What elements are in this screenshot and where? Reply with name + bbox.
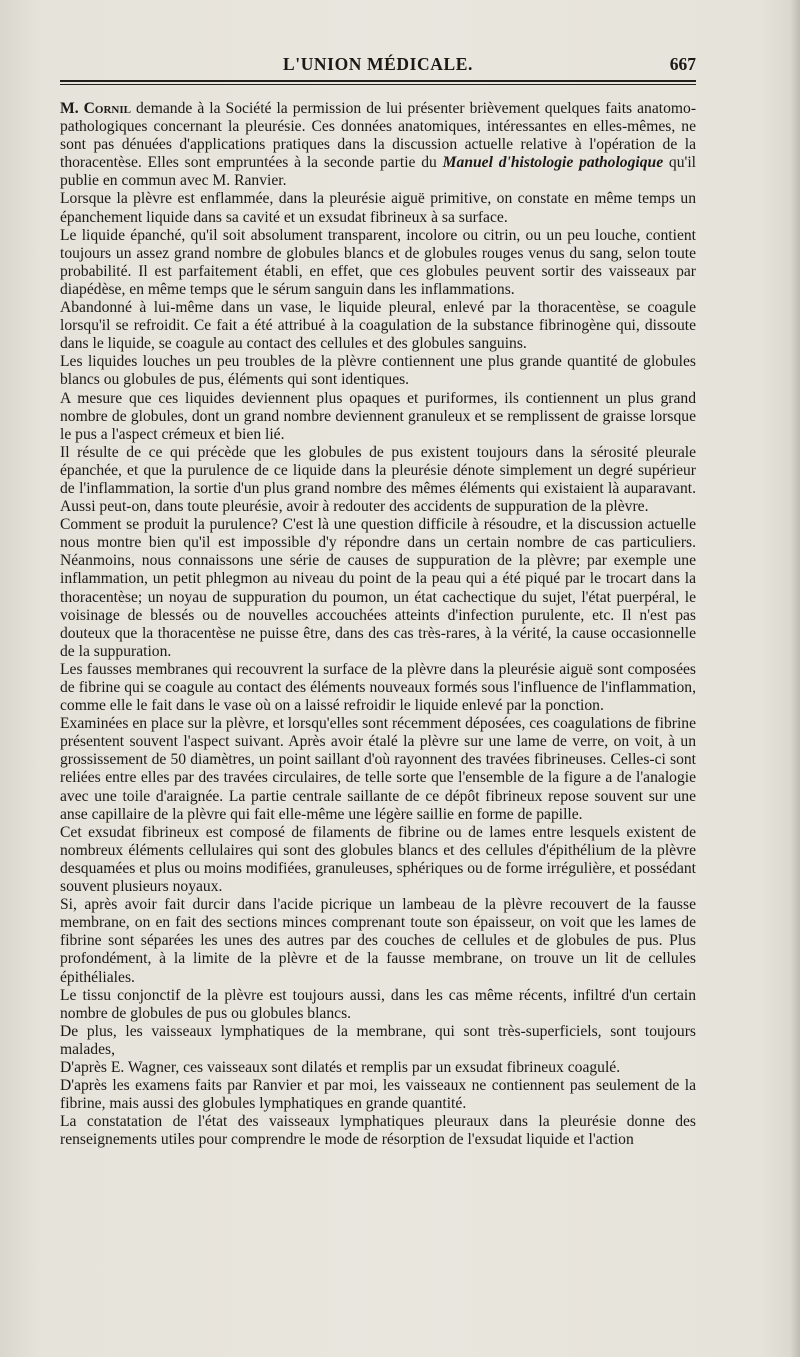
paragraph-text: qu'il publie en commun avec M. Ranvier.: [60, 154, 697, 190]
running-header: [60, 52, 696, 78]
paragraph: La constatation de l'état des vaisseaux lymphatiques pleuraux dans la pleurésie donne des renseignements utiles pour comprendre le mode de résorption de l'exsudat liquide et l'action: [60, 1113, 696, 1149]
paragraph: Abandonné à lui-même dans un vase, le liquide pleural, enlevé par la thoracentèse, se coagule lorsqu'il se refroidit. Ce fait a été attribué à la coagulation de la substance fibrinogène qui, dissoute dans le liquide, se coagule au contact des cellules et des globules sanguins.: [60, 299, 696, 353]
paragraph-intro: [60, 100, 696, 190]
paragraph: Il résulte de ce qui précède que les globules de pus existent toujours dans la sérosité pleurale épanchée, et que la purulence de ce liquide dans la pleurésie dénote simplement un degré supérieur de l'inflammation, la sortie d'un plus grand nombre des mêmes éléments qui existaient là auparavant. Aussi peut-on, dans toute pleurésie, avoir à redouter des accidents de suppuration de la plèvre.: [60, 443, 696, 516]
paragraph: Si, après avoir fait durcir dans l'acide picrique un lambeau de la plèvre recouvert de la fausse membrane, on en fait des sections minces comprenant toute son épaisseur, on voit que les lames de fibrine sont séparées les unes des autres par des couches de cellules et de globules de pus. Plus profondément, à la limite de la plèvre et de la fausse membrane, on trouve un lit de cellules épithéliales.: [60, 896, 696, 986]
paragraph: Cet exsudat fibrineux est composé de filaments de fibrine ou de lames entre lesquels existent de nombreux éléments cellulaires qui sont des globules blancs et des cellules d'épithélium de la plèvre desquamées et plus ou moins modifiées, granuleuses, sphériques ou de forme irrégulière, et possédant souvent plusieurs noyaux.: [60, 823, 696, 896]
paragraph: D'après E. Wagner, ces vaisseaux sont dilatés et remplis par un exsudat fibrineux coagulé.: [60, 1058, 621, 1076]
header-rule-thin: [60, 84, 696, 85]
paragraph: Les fausses membranes qui recouvrent la surface de la plèvre dans la pleurésie aiguë sont composées de fibrine qui se coagule au contact des éléments nouveaux formés sous l'influence de l'inflammation, comme elle le fait dans le vase où on a laissé refroidir le liquide enlevé par la ponction.: [60, 660, 696, 715]
author-name: Cornil: [83, 100, 131, 117]
paragraph: A mesure que ces liquides deviennent plus opaques et puriformes, ils contiennent un plus grand nombre de globules, dont un grand nombre deviennent granuleux et se remplissent de graisse lorsque le pus a l'aspect crémeux et bien lié.: [60, 389, 696, 443]
paragraph: Le tissu conjonctif de la plèvre est toujours aussi, dans les cas même récents, infiltré d'un certain nombre de globules de pus ou globules blancs.: [60, 986, 696, 1022]
paragraph: Examinées en place sur la plèvre, et lorsqu'elles sont récemment déposées, ces coagulations de fibrine présentent souvent l'aspect suivant. Après avoir étalé la plèvre sur une lame de verre, on voit, à un grossissement de 50 diamètres, un point saillant d'où rayonnent des travées fibrineuses. Celles-ci sont reliées entre elles par des travées circulaires, de telle sorte que l'ensemble de la figure a de l'analogie avec une toile d'araignée. La partie centrale saillante de ce dépôt fibrineux repose souvent sur une anse capillaire de la plèvre qui fait elle-même une légère saillie en forme de papille.: [60, 715, 696, 823]
header-rule-thick: [60, 80, 696, 82]
paragraph: Comment se produit la purulence? C'est là une question difficile à résoudre, et la discussion actuelle nous montre bien qu'il est impossible d'y répondre dans un certain nombre de cas particuliers. Néanmoins, nous connaissons une série de causes de suppuration de la plèvre; par exemple une inflammation, un petit phlegmon au niveau du point de la peau qui a été piqué par le trocart dans la thoracentèse; un noyau de suppuration du poumon, un état cachectique du sujet, l'état puerpéral, le voisinage de blessés ou de nouvelles accouchées atteints d'infection purulente, etc. Il n'est pas douteux que la thoracentèse ne puisse être, dans des cas très-rares, à la vérité, la cause occasionnelle de la suppuration.: [60, 516, 696, 660]
paragraph: De plus, les vaisseaux lymphatiques de la membrane, qui sont très-superficiels, sont toujours malades,: [60, 1022, 696, 1058]
page-number: 667: [669, 54, 696, 74]
paragraph-text: demande à la Société la permission de lui présenter brièvement quelques faits anatomo-pathologiques concernant la pleurésie. Ces données anatomiques, intéressantes en elles-mêmes, ne sont pas dénuées d'applications pratiques dans la discussion actuelle relative à l'opération de la thoracentèse. Elles sont empruntées à la seconde partie du: [60, 100, 697, 172]
paragraph: Les liquides louches un peu troubles de la plèvre contiennent une plus grande quantité de globules blancs ou globules de pus, éléments qui sont identiques.: [60, 353, 696, 389]
page-edge-shadow: [790, 0, 800, 1357]
journal-title: L'UNION MÉDICALE.: [282, 54, 474, 74]
book-title: Manuel d'histologie pathologique: [442, 154, 664, 172]
author-prefix: M.: [60, 100, 84, 117]
paragraph: D'après les examens faits par Ranvier et par moi, les vaisseaux ne contiennent pas seulement de la fibrine, mais aussi des globules lymphatiques en grande quantité.: [60, 1077, 696, 1113]
paragraph: Lorsque la plèvre est enflammée, dans la pleurésie aiguë primitive, on constate en même temps un épanchement liquide dans sa cavité et un exsudat fibrineux à sa surface.: [60, 190, 696, 226]
paragraph: Le liquide épanché, qu'il soit absolument transparent, incolore ou citrin, ou un peu louche, contient toujours un assez grand nombre de globules blancs et de globules rouges venus du sang, selon toute probabilité. Il est parfaitement établi, en effet, que ces globules peuvent sortir des vaisseaux par diapédèse, en même temps que le sérum sanguin dans les inflammations.: [60, 226, 696, 298]
article-body: [60, 100, 696, 1149]
